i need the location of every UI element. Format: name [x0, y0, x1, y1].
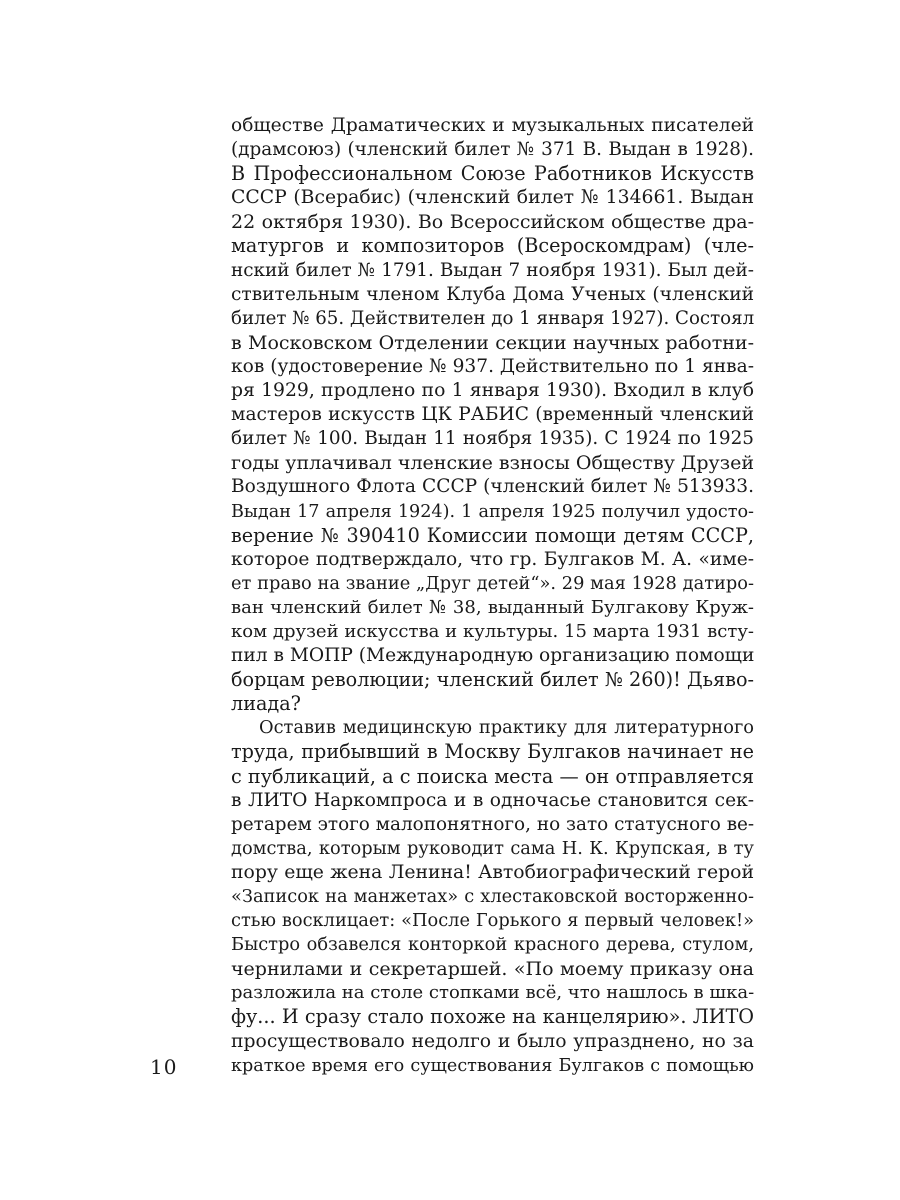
- text-line: ван членский билет № 38, выданный Булгакову Круж-: [231, 596, 754, 618]
- text-line: пору еще жена Ленина! Автобиографический герой: [231, 861, 754, 883]
- text-line: обществе Драматических и музыкальных писателей: [231, 115, 754, 136]
- text-line: фу... И сразу стало похоже на канцелярию». ЛИТО: [231, 1005, 754, 1029]
- text-line: (драмсоюз) (членский билет № 371 В. Выдан в 1928).: [231, 139, 754, 161]
- text-line: стью восклицает: «После Горького я первый человек!»: [231, 910, 754, 932]
- text-line: в ЛИТО Наркомпроса и в одночасье становится сек-: [231, 789, 754, 811]
- text-line: нский билет № 1791. Выдан 7 ноября 1931). Был дей-: [231, 259, 754, 281]
- text-line: матургов и композиторов (Всероскомдрам) (чле-: [231, 234, 754, 258]
- text-line: Воздушного Флота СССР (членский билет № 513933.: [231, 476, 754, 498]
- text-line: ретарем этого малопонятного, но зато статусного ве-: [231, 813, 754, 835]
- text-line: борцам революции; членский билет № 260)! Дьяво-: [231, 668, 754, 692]
- text-line: ет право на звание „Друг детей“». 29 мая 1928 датиро-: [231, 572, 754, 594]
- text-line: просуществовало недолго и было упразднено, но за: [231, 1030, 754, 1052]
- text-line: лиада?: [231, 692, 301, 716]
- text-line: ком друзей искусства и культуры. 15 марта 1931 всту-: [231, 620, 754, 642]
- text-line: Выдан 17 апреля 1924). 1 апреля 1925 получил удосто-: [231, 501, 754, 522]
- page-number: 10: [150, 1055, 178, 1079]
- text-line: в Московском Отделении секции научных работни-: [231, 331, 754, 354]
- text-line: краткое время его существования Булгаков с помощью: [231, 1055, 754, 1076]
- paragraph: [231, 716, 754, 1077]
- text-line: билет № 65. Действителен до 1 января 1927). Состоял: [231, 307, 754, 329]
- text-line: 22 октября 1930). Во Всероссийском обществе дра-: [231, 211, 754, 234]
- text-line: «Записок на манжетах» с хлестаковской восторженно-: [231, 886, 754, 907]
- text-line: труда, прибывший в Москву Булгаков начинает не: [231, 740, 754, 764]
- text-line: билет № 100. Выдан 11 ноября 1935). С 1924 по 1925: [231, 428, 754, 450]
- text-line: домства, которым руководит сама Н. К. Крупская, в ту: [231, 837, 754, 859]
- text-line: разложила на столе стопками всё, что нашлось в шка-: [231, 982, 754, 1004]
- text-line: СССР (Всерабис) (членский билет № 134661. Выдан: [231, 187, 754, 209]
- text-line: В Профессиональном Союзе Работников Искусств: [231, 162, 754, 186]
- text-line: Оставив медицинскую практику для литературного: [259, 717, 754, 739]
- text-line: чернилами и секретаршей. «По моему приказу она: [231, 958, 754, 981]
- text-line: мастеров искусств ЦК РАБИС (временный членский: [231, 404, 754, 426]
- body-text: [231, 114, 754, 1078]
- text-line: ря 1929, продлено по 1 января 1930). Входил в клуб: [231, 380, 754, 402]
- text-line: Быстро обзавелся конторкой красного дерева, стулом,: [231, 934, 754, 956]
- paragraph: [231, 114, 754, 716]
- text-line: которое подтверждало, что гр. Булгаков М. А. «име-: [231, 548, 754, 570]
- text-line: ствительным членом Клуба Дома Ученых (членский: [231, 283, 754, 305]
- text-line: ков (удостоверение № 937. Действительно по 1 янва-: [231, 355, 754, 377]
- text-line: пил в МОПР (Международную организацию помощи: [231, 645, 754, 667]
- text-line: годы уплачивал членские взносы Обществу Друзей: [231, 452, 754, 475]
- text-line: верение № 390410 Комиссии помощи детям СССР,: [231, 523, 754, 547]
- text-line: с публикаций, а с поиска места — он отправляется: [231, 764, 754, 788]
